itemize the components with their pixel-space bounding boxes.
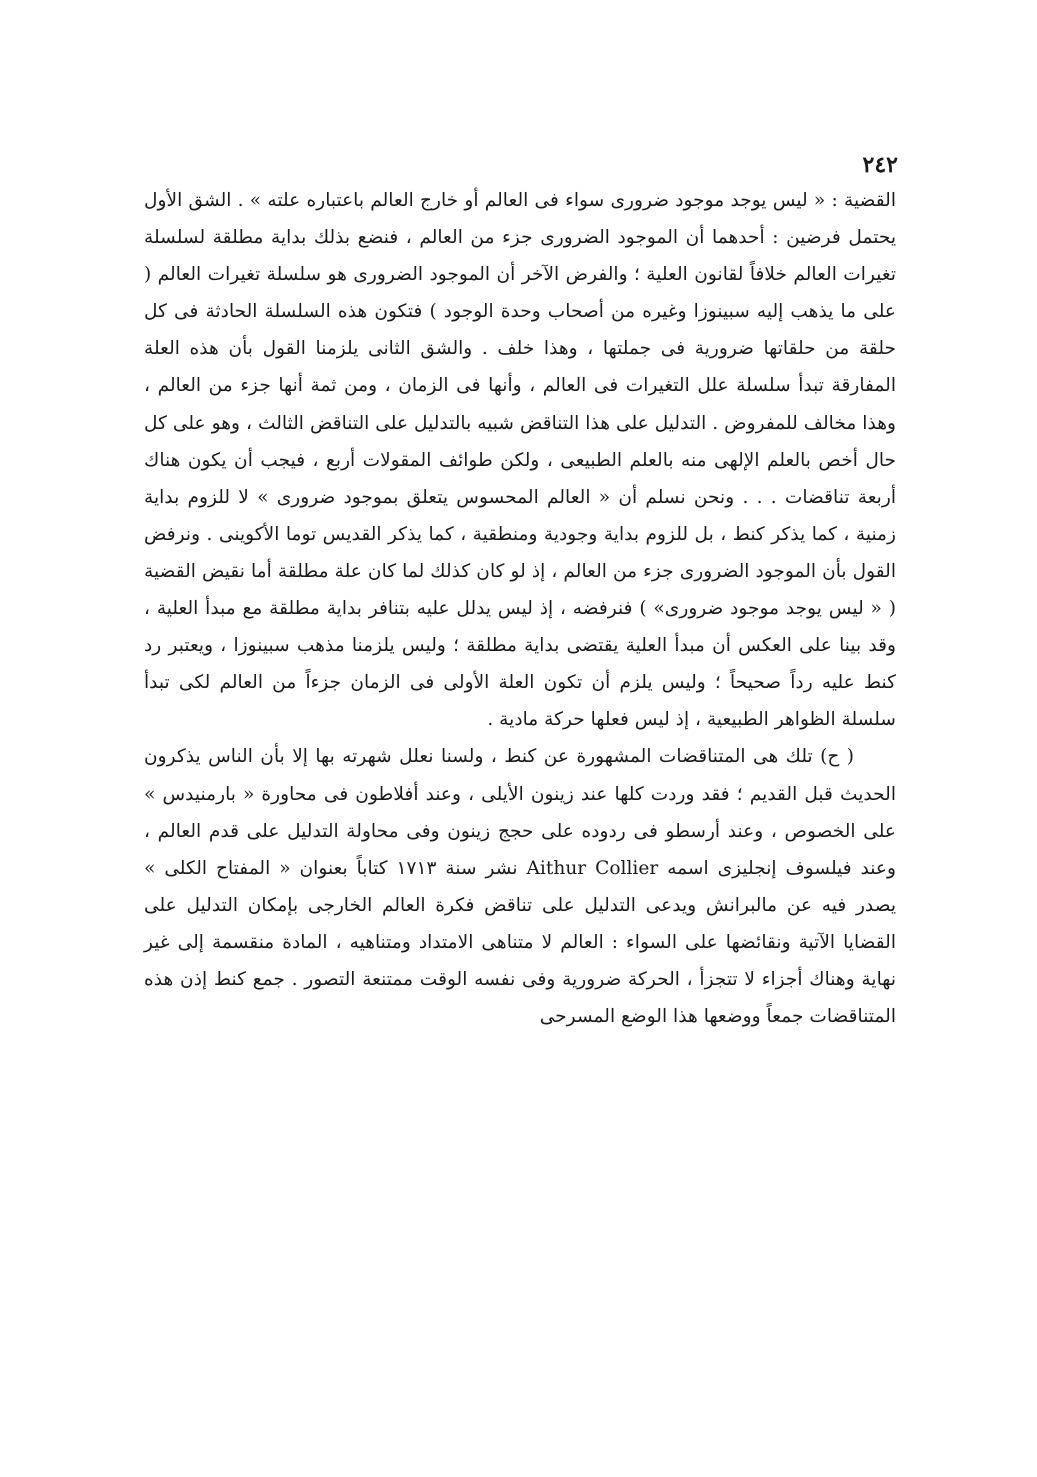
body-text	[144, 182, 896, 1035]
page-number: ٢٤٢	[862, 152, 898, 178]
paragraph-2: ( ح) تلك هى المتناقضات المشهورة عن كنط ، ولسنا نعلل شهرته بها إلا بأن الناس يذكرون الحديث قبل القديم ؛ فقد وردت كلها عند زينون الأيلى ، وعند أفلاطون فى محاورة « بارمنيدس » على الخصوص ، وعند أرسطو فى ردوده على حجج زينون وفى محاولة التدليل على قدم العالم ، وعند فيلسوف إنجليزى اسمه Aithur Collier نشر سنة ١٧١٣ كتاباً بعنوان « المفتاح الكلى » يصدر فيه عن مالبرانش ويدعى التدليل على تناقض فكرة العالم الخارجى بإمكان التدليل على القضايا الآتية ونقائضها على السواء : العالم لا متناهى الامتداد ومتناهيه ، المادة منقسمة إلى غير نهاية وهناك أجزاء لا تتجزأ ، الحركة ضرورية وفى نفسه الوقت ممتنعة التصور . جمع كنط إذن هذه المتناقضات جمعاً ووضعها هذا الوضع المسرحى	[144, 746, 896, 1028]
paragraph-1: القضية : « ليس يوجد موجود ضرورى سواء فى العالم أو خارج العالم باعتباره علته » . الشق الأول يحتمل فرضين : أحدهما أن الموجود الضرورى جزء من العالم ، فنضع بذلك بداية مطلقة لسلسلة تغيرات العالم خلافاً لقانون العلية ؛ والفرض الآخر أن الموجود الضرورى هو سلسلة تغيرات العالم ( على ما يذهب إليه سبينوزا وغيره من أصحاب وحدة الوجود ) فتكون هذه السلسلة الحادثة فى كل حلقة من حلقاتها ضرورية فى جملتها ، وهذا خلف . والشق الثانى يلزمنا القول بأن هذه العلة المفارقة تبدأ سلسلة علل التغيرات فى العالم ، وأنها فى الزمان ، ومن ثمة أنها جزء من العالم ، وهذا مخالف للمفروض . التدليل على هذا التناقض شبيه بالتدليل على التناقض الثالث ، وهو على كل حال أخص بالعلم الإلهى منه بالعلم الطبيعى ، ولكن طوائف المقولات أربع ، فيجب أن يكون هناك أربعة تناقضات . . . ونحن نسلم أن « العالم المحسوس يتعلق بموجود ضرورى » لا للزوم بداية زمنية ، كما يذكر كنط ، بل للزوم بداية وجودية ومنطقية ، كما يذكر القديس توما الأكوينى . ونرفض القول بأن الموجود الضرورى جزء من العالم ، إذ لو كان كذلك لما كان علة مطلقة أما نقيض القضية ( « ليس يوجد موجود ضرورى» ) فنرفضه ، إذ ليس يدلل عليه بتنافر بداية مطلقة مع مبدأ العلية ، وقد بينا على العكس أن مبدأ العلية يقتضى بداية مطلقة ؛ وليس يلزمنا مذهب سبينوزا ، ويعتبر رد كنط عليه رداً صحيحاً ؛ وليس يلزم أن تكون العلة الأولى فى الزمان جزءاً من العالم لكى تبدأ سلسلة الظواهر الطبيعية ، إذ ليس فعلها حركة مادية .	[144, 190, 897, 731]
